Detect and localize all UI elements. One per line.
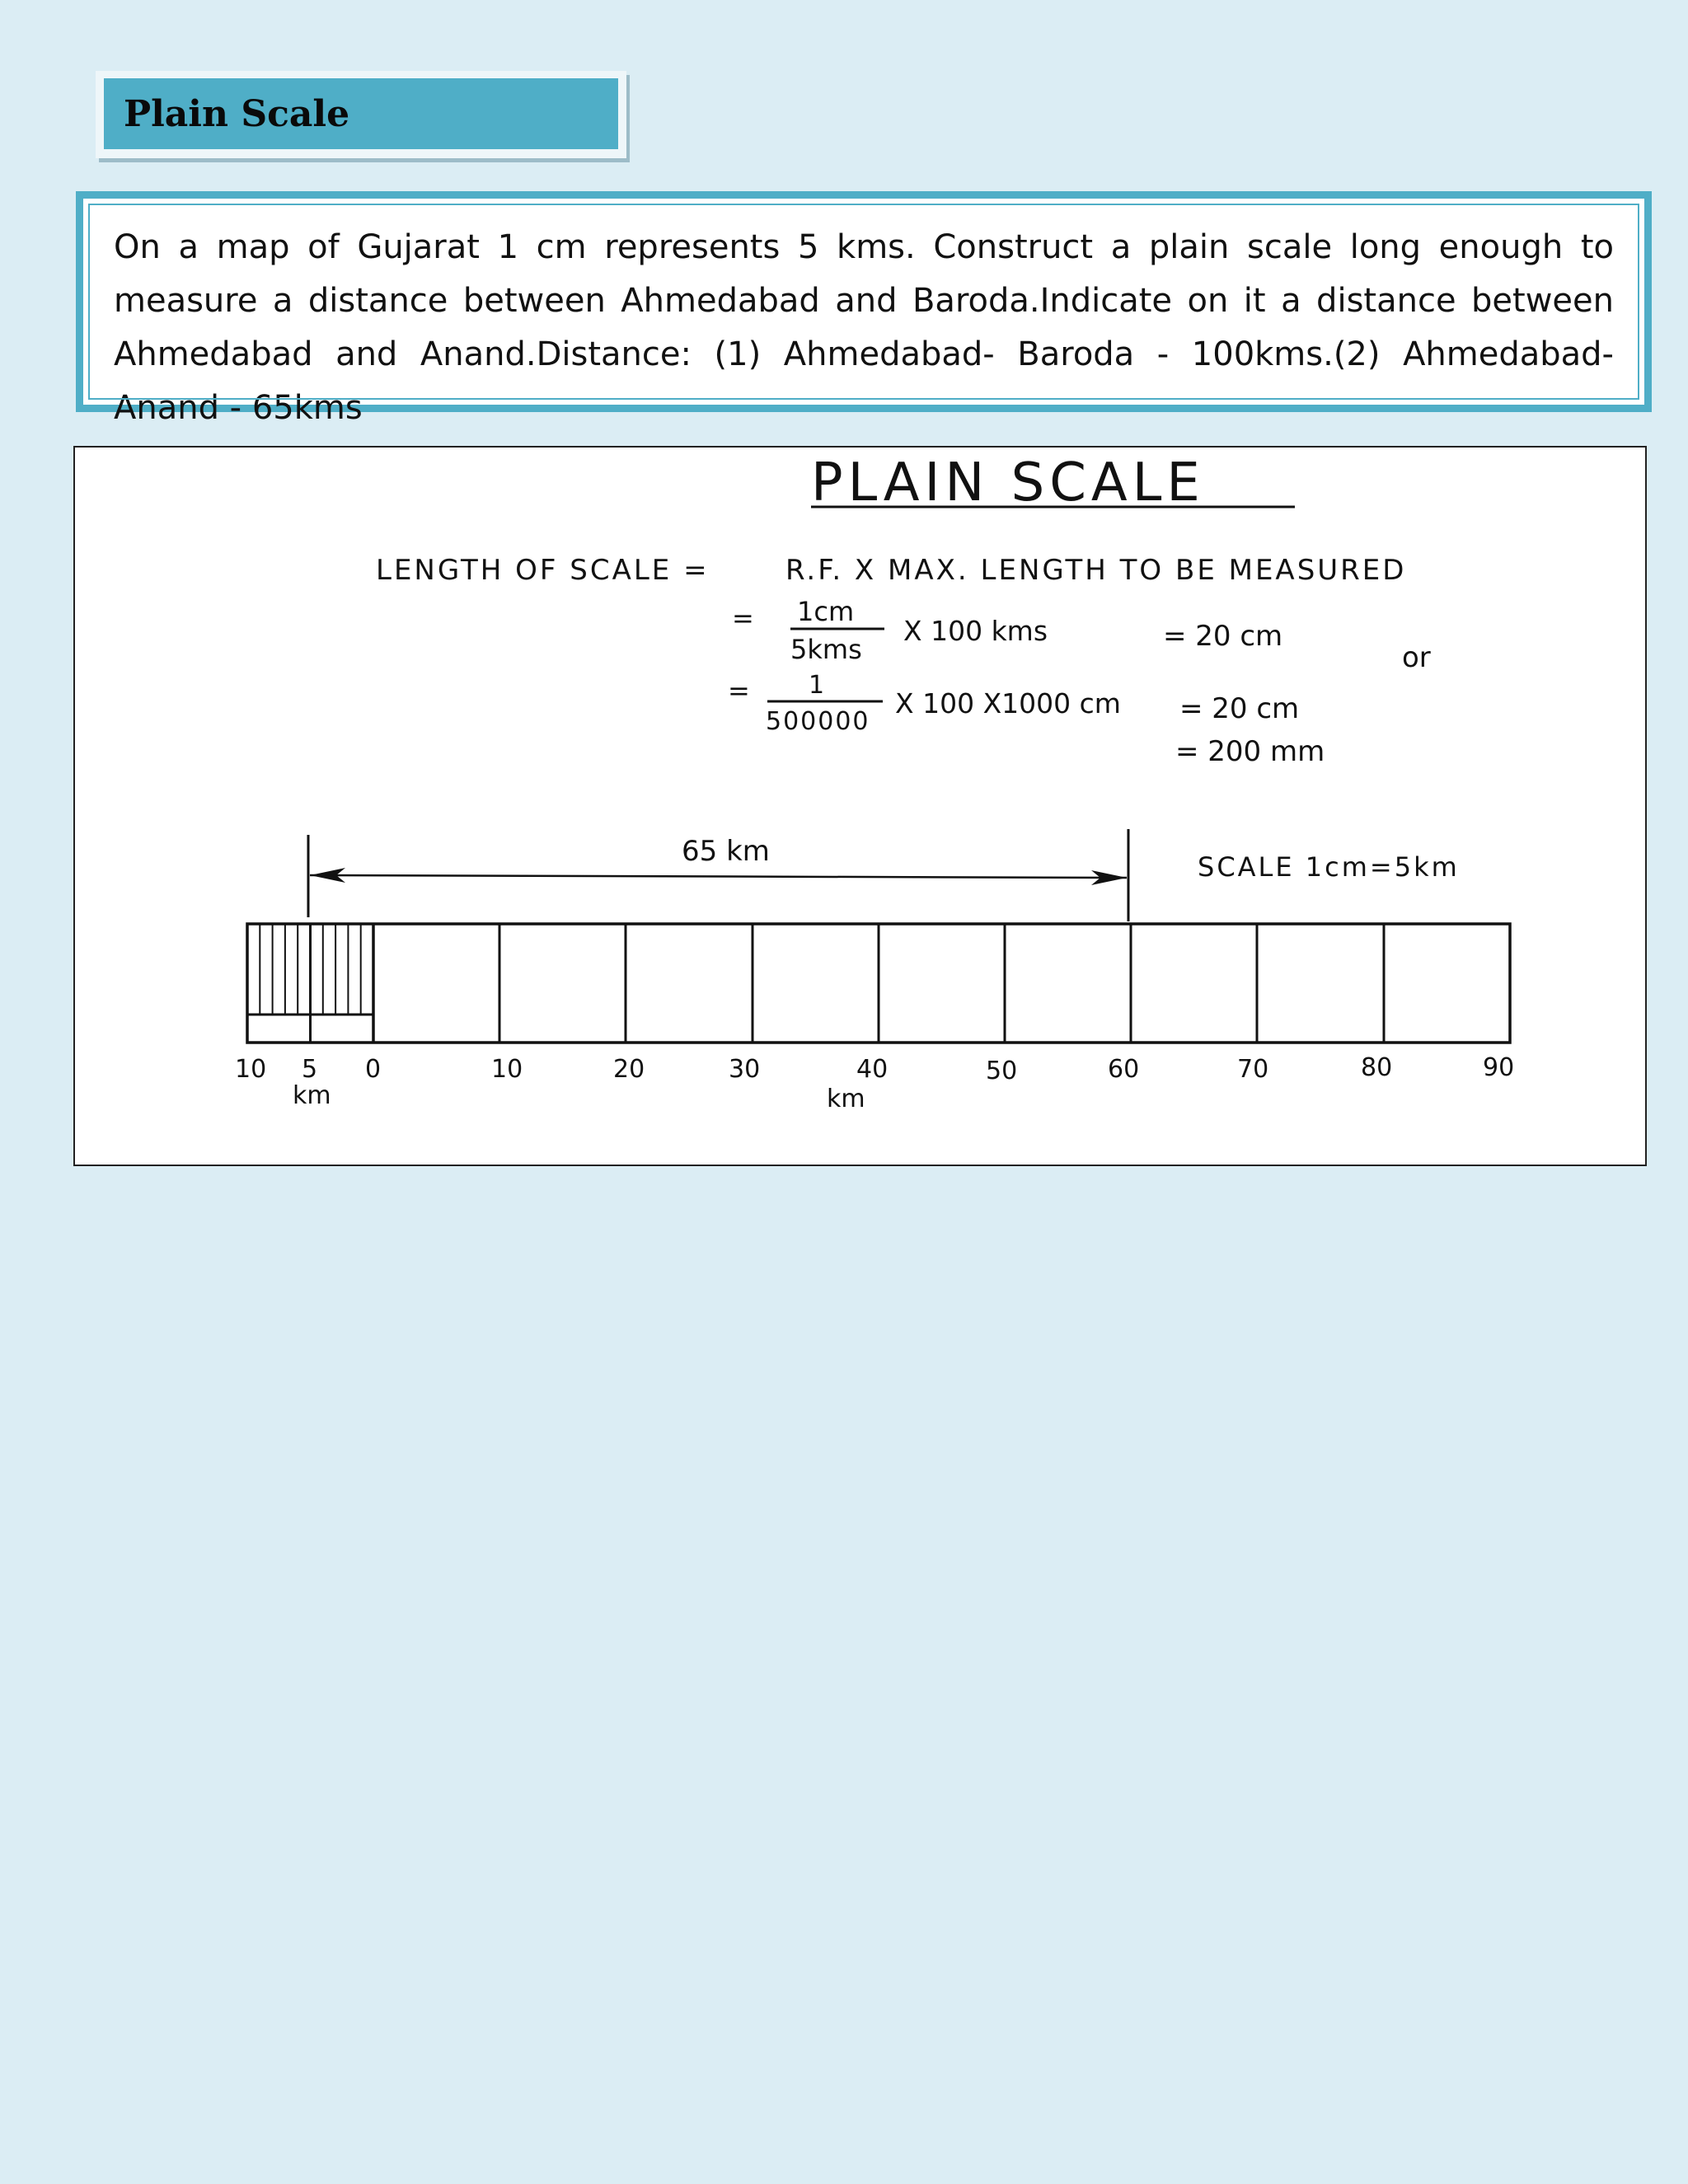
formula-result-2: = 20 cm — [1179, 692, 1300, 725]
formula-multiply-1: X 100 kms — [903, 615, 1048, 647]
fraction2-denominator: 500000 — [766, 707, 870, 736]
scale-note: SCALE 1cm=5km — [1198, 851, 1460, 883]
formula-result-3: = 200 mm — [1175, 735, 1325, 768]
unit-main-label: km — [827, 1085, 865, 1113]
main-tick-label: 60 — [1108, 1055, 1140, 1084]
scale-bar-subdivisions — [260, 924, 360, 1043]
formula-rhs: R.F. X MAX. LENGTH TO BE MEASURED — [785, 554, 1407, 587]
formula-multiply-2: X 100 X1000 cm — [895, 687, 1121, 719]
main-tick-label: 30 — [729, 1055, 761, 1084]
scale-bar-main-labels — [491, 1053, 1514, 1085]
problem-statement-inner — [83, 199, 1644, 427]
main-tick-label: 40 — [856, 1055, 889, 1084]
left-tick-label: 0 — [365, 1055, 382, 1084]
page-title: Plain Scale — [104, 78, 618, 149]
formula-result-1: = 20 cm — [1163, 620, 1283, 653]
left-tick-label: 5 — [302, 1055, 318, 1084]
plain-scale-drawing — [75, 448, 1645, 1165]
main-tick-label: 10 — [491, 1055, 523, 1084]
main-tick-label: 80 — [1361, 1053, 1393, 1082]
main-tick-label: 90 — [1483, 1053, 1515, 1082]
drawing-title: PLAIN SCALE — [811, 452, 1205, 513]
fraction1-numerator: 1cm — [797, 596, 855, 627]
plain-scale-figure — [73, 446, 1647, 1166]
formula-equals-1: = — [732, 602, 754, 634]
dimension-label: 65 km — [682, 835, 770, 868]
formula-lhs: LENGTH OF SCALE = — [376, 554, 710, 587]
title-box — [96, 71, 626, 158]
problem-statement-text: On a map of Gujarat 1 cm represents 5 kms. Construct a plain scale long enough to measure a distance between Ahmedabad and Baroda.Indicate on it a distance between Ahmedabad and Anand.Distance: (1) Ahmedabad- Baroda - 100kms.(2) Ahmedabad- Anand - 65kms — [114, 228, 1614, 427]
main-tick-label: 70 — [1237, 1055, 1269, 1084]
formula-equals-2: = — [728, 675, 750, 706]
fraction1-denominator: 5kms — [790, 634, 862, 665]
scale-bar-left-labels — [235, 1055, 381, 1084]
dimension-line — [310, 875, 1127, 878]
left-tick-label: 10 — [235, 1055, 267, 1084]
formula-or: or — [1402, 641, 1431, 674]
problem-statement-box — [76, 191, 1652, 427]
main-tick-label: 20 — [613, 1055, 645, 1084]
main-tick-label: 50 — [986, 1057, 1018, 1085]
fraction2-numerator: 1 — [809, 671, 825, 700]
scale-bar-main-divisions — [373, 924, 1384, 1043]
unit-left-label: km — [293, 1081, 331, 1110]
